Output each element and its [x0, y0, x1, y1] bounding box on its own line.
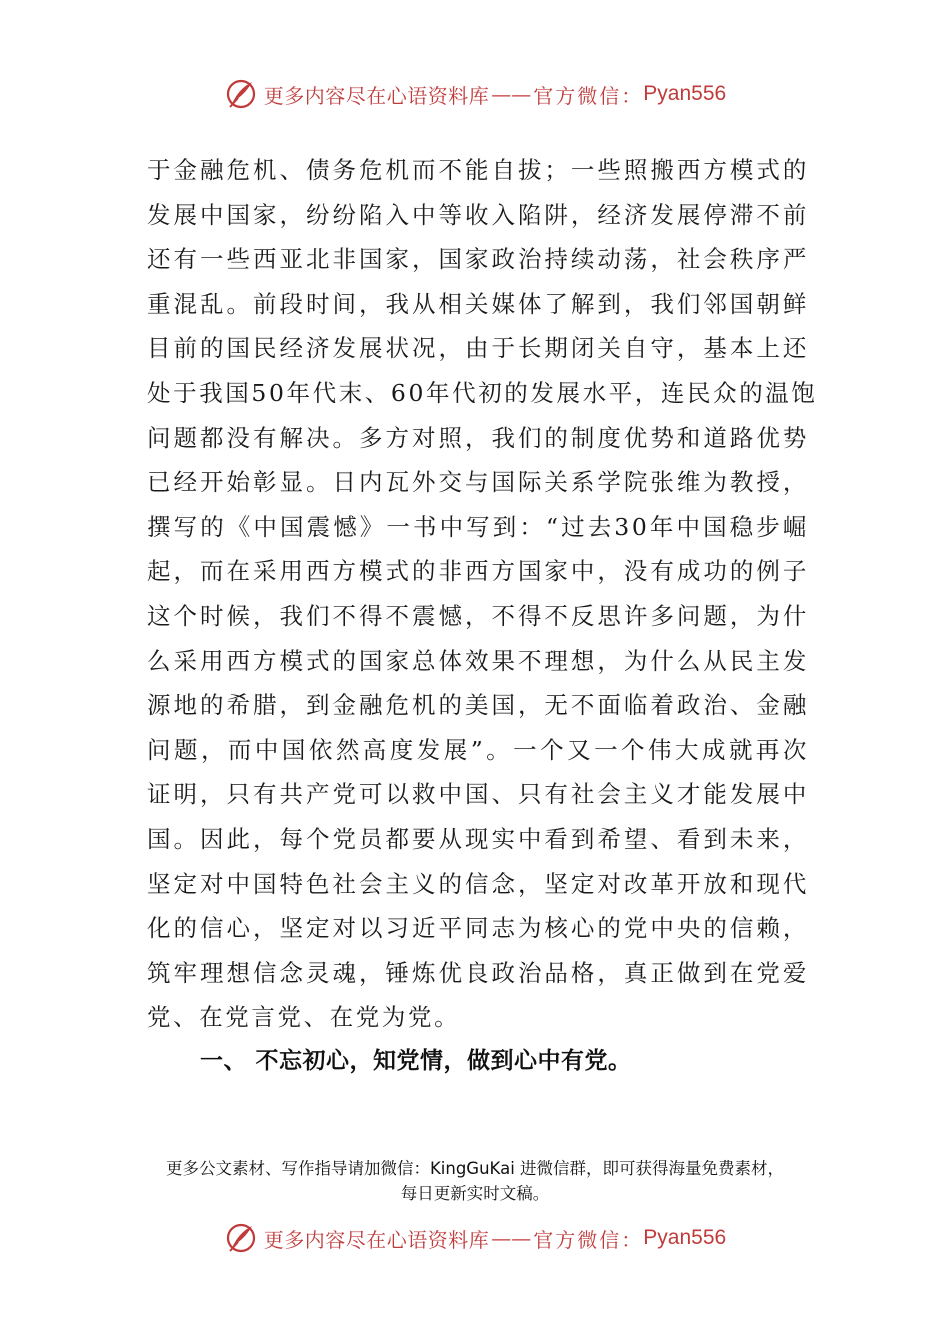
feather-pen-logo-icon [224, 1221, 258, 1255]
paragraph-line: 么采用西方模式的国家总体效果不理想，为什么从民主发 [147, 646, 809, 675]
paragraph-line: 于金融危机、债务危机而不能自拔；一些照搬西方模式的 [147, 156, 809, 184]
body-paragraph [147, 148, 818, 1040]
paragraph-line: 这个时候，我们不得不震憾，不得不反思许多问题，为什 [147, 601, 809, 630]
banner-separator: —— [491, 1226, 532, 1250]
paragraph-line: 还有一些西亚北非国家，国家政治持续动荡，社会秩序严 [147, 245, 809, 274]
header-banner [0, 74, 950, 114]
banner-separator: —— [491, 82, 532, 106]
paragraph-line: 化的信心，坚定对以习近平同志为核心的党中央的信赖， [147, 914, 809, 943]
paragraph-line: 重混乱。前段时间，我从相关媒体了解到，我们邻国朝鲜 [147, 289, 809, 318]
paragraph-line: 证明，只有共产党可以救中国、只有社会主义才能发展中 [147, 780, 809, 809]
banner-title: 更多内容尽在心语资料库 [263, 1227, 490, 1252]
banner-wechat-id: Pyan556 [643, 1226, 727, 1249]
paragraph-line: 坚定对中国特色社会主义的信念，坚定对改革开放和现代 [147, 869, 809, 898]
feather-pen-logo-icon [224, 77, 258, 111]
paragraph-line: 国。因此，每个党员都要从现实中看到希望、看到未来， [147, 824, 809, 853]
banner-wechat-id: Pyan556 [643, 82, 727, 105]
paragraph-line: 筑牢理想信念灵魂，锤炼优良政治品格，真正做到在党爱 [147, 958, 809, 987]
paragraph-line: 问题都没有解决。多方对照，我们的制度优势和道路优势 [147, 423, 809, 452]
banner-title: 更多内容尽在心语资料库 [263, 83, 490, 108]
footer-line-1: 更多公文素材、写作指导请加微信：KingGuKai 进微信群，即可获得海量免费素材， [165, 1159, 785, 1178]
paragraph-line: 源地的希腊，到金融危机的美国，无不面临着政治、金融 [147, 691, 809, 720]
footer-line-2: 每日更新实时文稿。 [400, 1184, 550, 1203]
section-heading: 一、 不忘初心，知党情，做到心中有党。 [200, 1048, 632, 1074]
footer-note [0, 1156, 950, 1206]
paragraph-line: 起，而在采用西方模式的非西方国家中，没有成功的例子 [147, 557, 809, 586]
paragraph-line: 问题，而中国依然高度发展”。一个又一个伟大成就再次 [147, 735, 809, 764]
paragraph-line: 撰写的《中国震憾》一书中写到：“过去30年中国稳步崛 [147, 512, 809, 541]
paragraph-line: 党、在党言党、在党为党。 [147, 1003, 461, 1032]
banner-wechat-label: 官方微信： [533, 1227, 644, 1252]
paragraph-line: 处于我国50年代末、60年代初的发展水平，连民众的温饱 [147, 378, 818, 407]
paragraph-line: 目前的国民经济发展状况，由于长期闭关自守，基本上还 [147, 334, 809, 363]
banner-wechat-label: 官方微信： [533, 83, 644, 108]
paragraph-line: 已经开始彰显。日内瓦外交与国际关系学院张维为教授， [147, 468, 809, 497]
footer-banner [0, 1218, 950, 1258]
paragraph-line: 发展中国家，纷纷陷入中等收入陷阱，经济发展停滞不前 [147, 200, 809, 229]
